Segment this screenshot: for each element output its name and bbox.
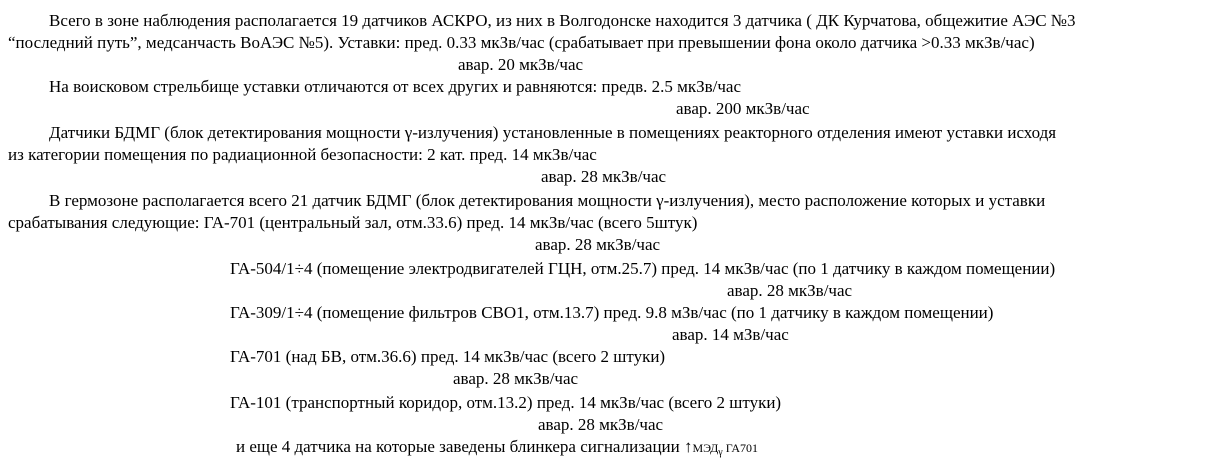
ga504-avar: авар. 28 мкЗв/час bbox=[727, 281, 853, 300]
p4-line1: В гермозоне располагается всего 21 датчик БДМГ (блок детектирования мощности γ-излучения), место расположение которых и уставки bbox=[49, 191, 1046, 210]
blinker-ga-label: ГА701 bbox=[722, 441, 758, 455]
p4-line3: авар. 28 мкЗв/час bbox=[535, 235, 661, 254]
ga101-line: ГА-101 (транспортный коридор, отм.13.2) пред. 14 мкЗв/час (всего 2 штуки) bbox=[230, 393, 782, 412]
p3-line3: авар. 28 мкЗв/час bbox=[541, 167, 667, 186]
last-line-text: и еще 4 датчика на которые заведены блинкера сигнализации bbox=[236, 437, 680, 456]
p2-line1: На воисковом стрельбище уставки отличаются от всех других и равняются: предв. 2.5 мкЗв/час bbox=[49, 77, 742, 96]
p1-line1: Всего в зоне наблюдения располагается 19 датчиков АСКРО, из них в Волгодонске находится 3 датчика ( ДК Курчатова, общежитие АЭС №3 bbox=[49, 11, 1076, 30]
ga701-line: ГА-701 (над БВ, отм.36.6) пред. 14 мкЗв/час (всего 2 штуки) bbox=[230, 347, 666, 366]
p4-line2: срабатывания следующие: ГА-701 (центральный зал, отм.33.6) пред. 14 мкЗв/час (всего 5штук) bbox=[8, 213, 698, 232]
p1-line2: “последний путь”, медсанчасть ВоАЭС №5). Уставки: пред. 0.33 мкЗв/час (срабатывает при превышении фона около датчика >0.33 мкЗв/час) bbox=[8, 33, 1035, 52]
p2-line2: авар. 200 мкЗв/час bbox=[676, 99, 810, 118]
p3-line1: Датчики БДМГ (блок детектирования мощности γ-излучения) установленные в помещениях реакторного отделения имеют уставки исходя bbox=[49, 123, 1057, 142]
up-arrow-icon: ↑ bbox=[684, 437, 693, 456]
ga309-line: ГА-309/1÷4 (помещение фильтров СВО1, отм.13.7) пред. 9.8 мЗв/час (по 1 датчику в каждом помещении) bbox=[230, 303, 994, 322]
blinker-med-label: МЭД bbox=[692, 441, 719, 455]
ga504-line: ГА-504/1÷4 (помещение электродвигателей ГЦН, отм.25.7) пред. 14 мкЗв/час (по 1 датчику в каждом помещении) bbox=[230, 259, 1056, 278]
ga309-avar: авар. 14 мЗв/час bbox=[672, 325, 789, 344]
blinker-gamma-subscript: γ bbox=[718, 447, 723, 458]
ga701-avar: авар. 28 мкЗв/час bbox=[453, 369, 579, 388]
p1-line3: авар. 20 мкЗв/час bbox=[458, 55, 584, 74]
p3-line2: из категории помещения по радиационной безопасности: 2 кат. пред. 14 мкЗв/час bbox=[8, 145, 597, 164]
ga101-avar: авар. 28 мкЗв/час bbox=[538, 415, 664, 434]
last-line bbox=[236, 436, 758, 464]
